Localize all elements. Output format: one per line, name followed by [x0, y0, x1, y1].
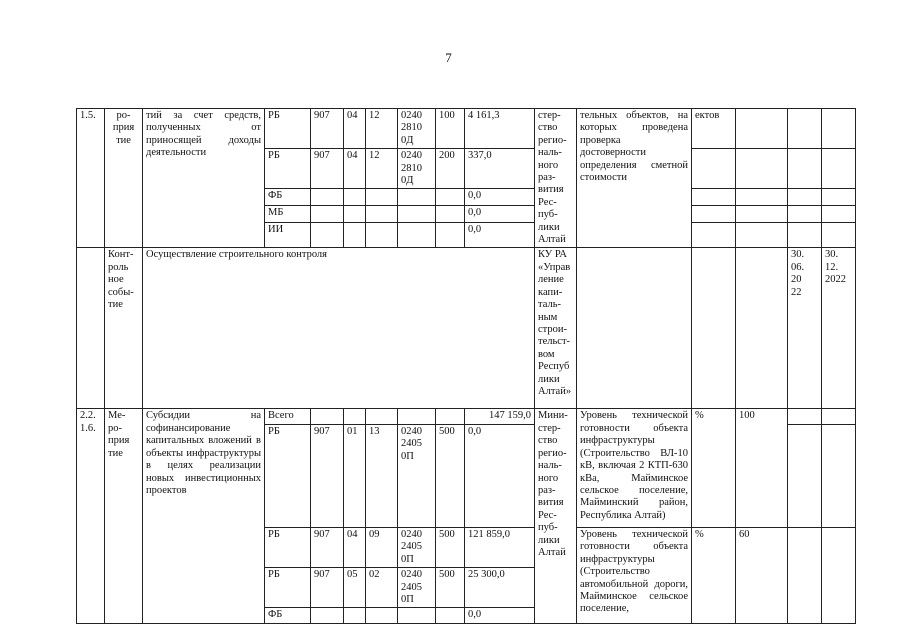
funding-csr: 0240 2810 0Д	[398, 149, 436, 189]
page-number: 7	[445, 50, 452, 65]
funding-rz: 05	[344, 568, 366, 608]
funding-amount: 147 159,0	[465, 409, 535, 424]
funding-grbs: 907	[311, 424, 344, 527]
funding-amount: 337,0	[465, 149, 535, 189]
funding-rz	[344, 223, 366, 248]
row-indicator: тельных объектов, на которых проведена проверка достоверности определения сметной стоимости	[577, 109, 692, 248]
funding-rz	[344, 608, 366, 623]
start-date: 30. 06. 20 22	[788, 248, 822, 409]
funding-grbs	[311, 608, 344, 623]
funding-vr	[436, 409, 465, 424]
empty-cell	[788, 223, 822, 248]
row-kind: Конт- роль ное собы- тие	[105, 248, 143, 409]
funding-grbs: 907	[311, 149, 344, 189]
funding-csr	[398, 189, 436, 206]
program-table	[76, 108, 856, 624]
funding-rz	[344, 189, 366, 206]
funding-amount: 25 300,0	[465, 568, 535, 608]
funding-amount: 121 859,0	[465, 527, 535, 567]
funding-vr: 200	[436, 149, 465, 189]
funding-pr	[366, 189, 398, 206]
row-unit: ектов	[692, 109, 736, 149]
funding-vr	[436, 189, 465, 206]
funding-vr	[436, 223, 465, 248]
empty-cell	[692, 223, 736, 248]
empty-cell	[77, 248, 105, 409]
empty-cell	[692, 206, 736, 223]
funding-amount: 0,0	[465, 608, 535, 623]
empty-cell	[822, 149, 856, 189]
funding-grbs	[311, 189, 344, 206]
empty-cell	[692, 149, 736, 189]
empty-cell	[736, 109, 788, 149]
funding-source: ФБ	[265, 189, 311, 206]
funding-pr: 12	[366, 149, 398, 189]
funding-source: МБ	[265, 206, 311, 223]
end-date: 30. 12. 2022	[822, 248, 856, 409]
table-row	[77, 409, 856, 424]
funding-source: РБ	[265, 568, 311, 608]
empty-cell	[822, 223, 856, 248]
funding-grbs	[311, 409, 344, 424]
funding-vr: 500	[436, 568, 465, 608]
funding-rz: 04	[344, 109, 366, 149]
funding-amount: 4 161,3	[465, 109, 535, 149]
empty-cell	[736, 149, 788, 189]
funding-pr	[366, 223, 398, 248]
row-indicator: Уровень технической готовности объекта инфраструктуры (Строительство ВЛ-10 кВ, включая 2 КТП-630 кВа, Майминское сельское поселение, Майминский район, Республика Алтай)	[577, 409, 692, 527]
funding-csr	[398, 608, 436, 623]
funding-csr	[398, 206, 436, 223]
row-value: 100	[736, 409, 788, 527]
funding-csr: 0240 2810 0Д	[398, 109, 436, 149]
row-unit: %	[692, 409, 736, 527]
funding-source: ИИ	[265, 223, 311, 248]
row-kind: Ме- ро- прия тие	[105, 409, 143, 623]
funding-amount: 0,0	[465, 206, 535, 223]
empty-cell	[788, 527, 822, 623]
row-number: 2.2. 1.6.	[77, 409, 105, 623]
funding-rz: 04	[344, 149, 366, 189]
funding-grbs	[311, 223, 344, 248]
funding-pr: 09	[366, 527, 398, 567]
funding-rz	[344, 409, 366, 424]
empty-cell	[736, 189, 788, 206]
funding-vr: 500	[436, 527, 465, 567]
empty-cell	[788, 109, 822, 149]
funding-rz	[344, 206, 366, 223]
funding-csr	[398, 409, 436, 424]
empty-cell	[822, 409, 856, 424]
empty-cell	[788, 189, 822, 206]
empty-cell	[822, 527, 856, 623]
funding-grbs: 907	[311, 109, 344, 149]
row-value: 60	[736, 527, 788, 623]
funding-amount: 0,0	[465, 223, 535, 248]
empty-cell	[692, 189, 736, 206]
funding-pr: 12	[366, 109, 398, 149]
empty-cell	[822, 189, 856, 206]
row-executor: Мини- стер- ство регио- наль- ного раз- вития Рес- пуб- лики Алтай	[535, 409, 577, 623]
funding-csr: 0240 2405 0П	[398, 568, 436, 608]
row-executor: стер- ство регио- наль- ного раз- вития Рес- пуб- лики Алтай	[535, 109, 577, 248]
row-kind: ро- прия тие	[105, 109, 143, 248]
funding-source: РБ	[265, 527, 311, 567]
row-executor: КУ РА «Управ ление капи- таль- ным строи- тельст- вом Респуб лики Алтай»	[535, 248, 577, 409]
funding-csr: 0240 2405 0П	[398, 527, 436, 567]
funding-source: РБ	[265, 109, 311, 149]
funding-source: РБ	[265, 424, 311, 527]
row-name: Осуществление строительного контроля	[143, 248, 535, 409]
row-indicator: Уровень технической готовности объекта инфраструктуры (Строительство автомобильной дороги, Майминское сельское поселение,	[577, 527, 692, 623]
row-name: тий за счет средств, полученных от приносящей доходы деятельности	[143, 109, 265, 248]
funding-vr	[436, 608, 465, 623]
funding-grbs	[311, 206, 344, 223]
funding-pr: 02	[366, 568, 398, 608]
funding-vr: 500	[436, 424, 465, 527]
empty-cell	[788, 409, 822, 424]
empty-cell	[788, 206, 822, 223]
funding-grbs: 907	[311, 527, 344, 567]
empty-cell	[822, 109, 856, 149]
empty-cell	[736, 223, 788, 248]
funding-amount: 0,0	[465, 189, 535, 206]
row-unit: %	[692, 527, 736, 623]
funding-vr	[436, 206, 465, 223]
funding-rz: 04	[344, 527, 366, 567]
row-name: Субсидии на софинансирование капитальных вложений в объекты инфраструктуры в целях реализации новых инвестиционных проектов	[143, 409, 265, 623]
table-row	[77, 109, 856, 149]
empty-cell	[788, 149, 822, 189]
funding-source: ФБ	[265, 608, 311, 623]
empty-cell	[788, 424, 822, 527]
funding-pr	[366, 608, 398, 623]
funding-grbs: 907	[311, 568, 344, 608]
empty-cell	[736, 248, 788, 409]
funding-pr	[366, 206, 398, 223]
funding-pr: 13	[366, 424, 398, 527]
funding-csr	[398, 223, 436, 248]
funding-source: РБ	[265, 149, 311, 189]
funding-rz: 01	[344, 424, 366, 527]
empty-cell	[577, 248, 692, 409]
funding-amount: 0,0	[465, 424, 535, 527]
empty-cell	[692, 248, 736, 409]
empty-cell	[736, 206, 788, 223]
empty-cell	[822, 206, 856, 223]
funding-vr: 100	[436, 109, 465, 149]
funding-pr	[366, 409, 398, 424]
funding-source: Всего	[265, 409, 311, 424]
table-row	[77, 248, 856, 409]
empty-cell	[822, 424, 856, 527]
row-number: 1.5.	[77, 109, 105, 248]
funding-csr: 0240 2405 0П	[398, 424, 436, 527]
